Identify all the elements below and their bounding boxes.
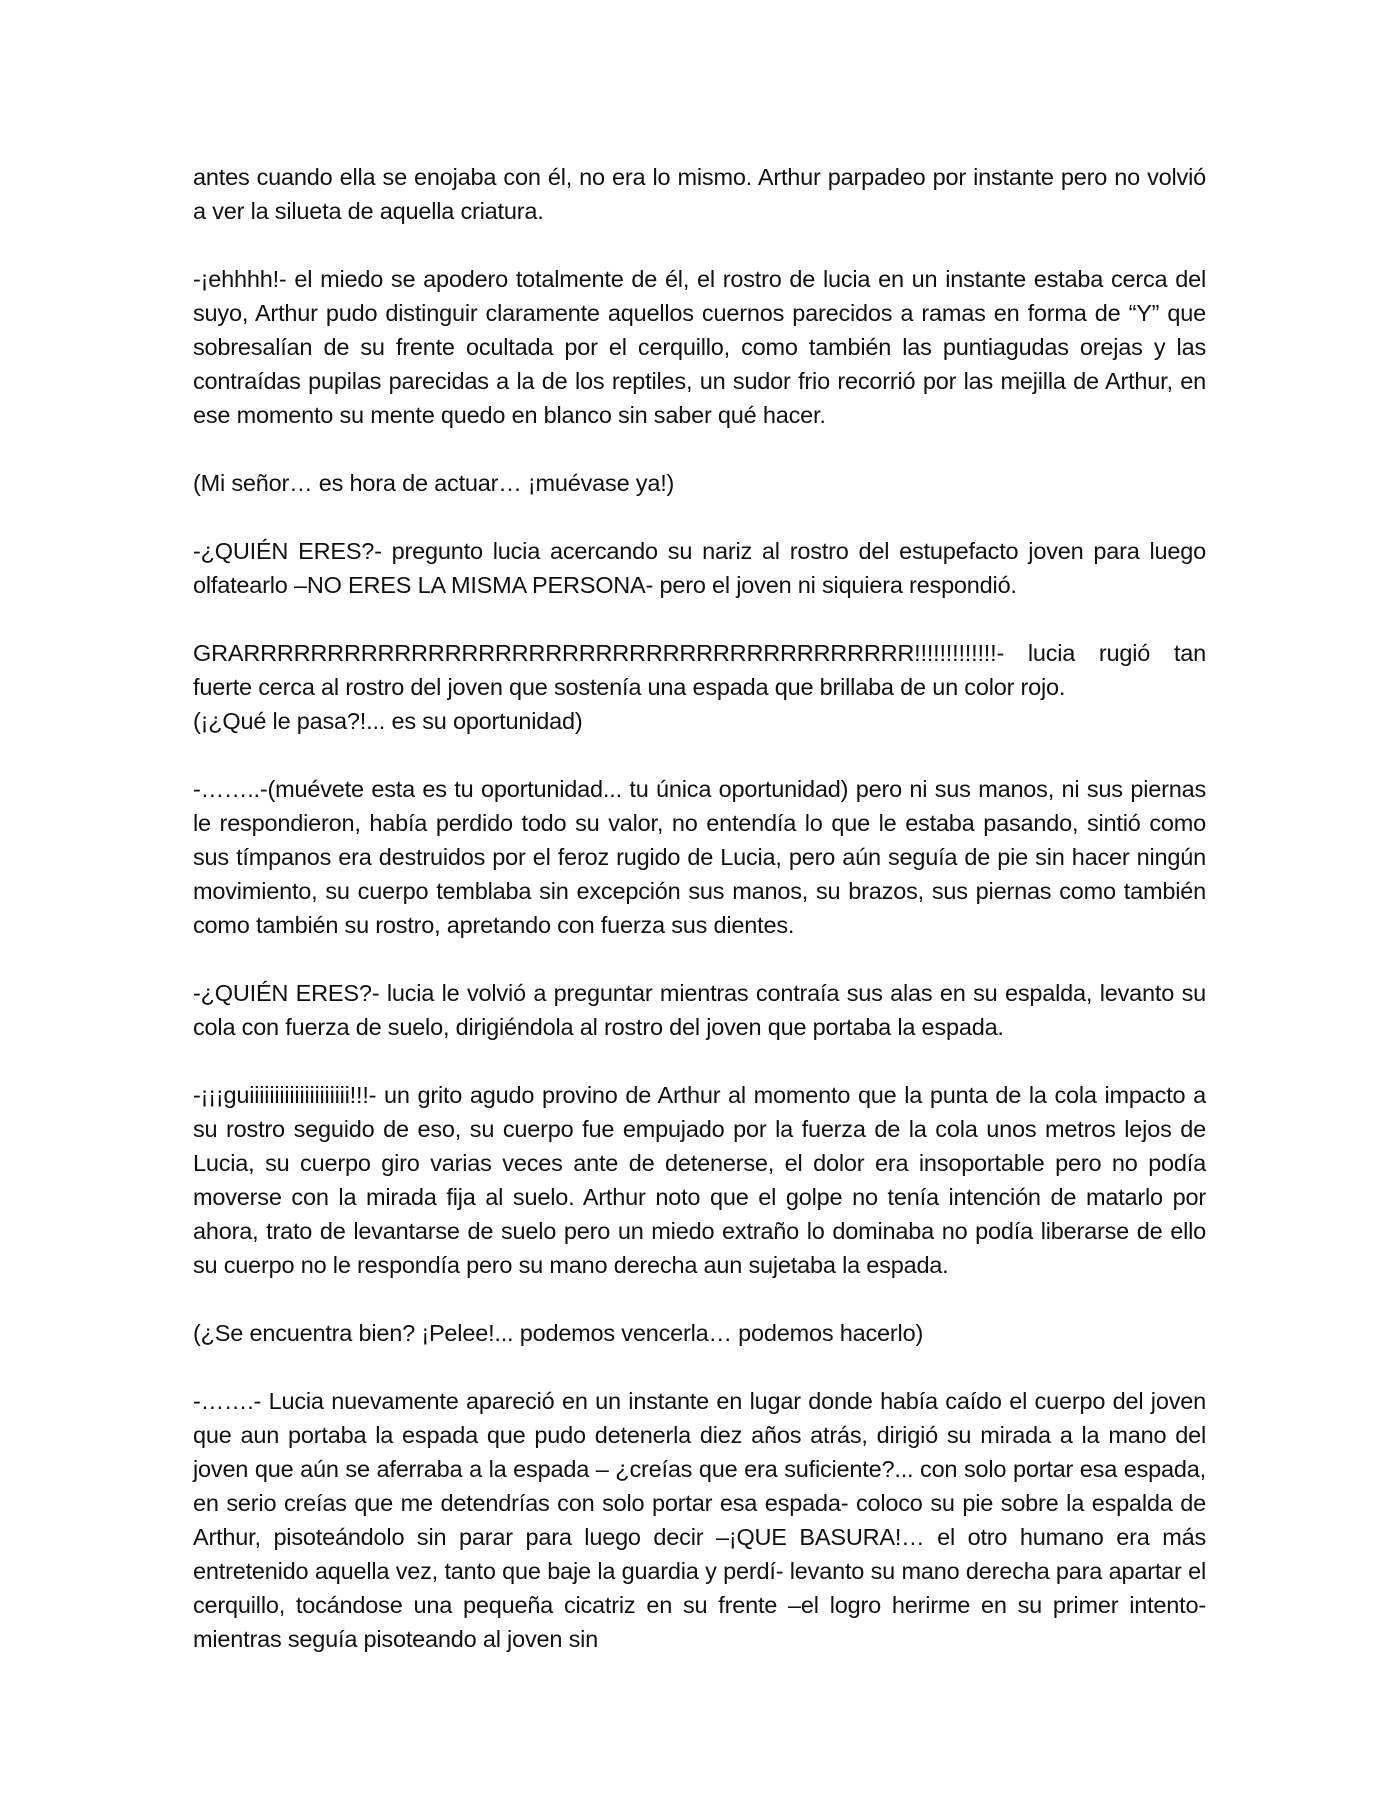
paragraph-11: -…….- Lucia nuevamente apareció en un instante en lugar donde había caído el cuerpo del joven que aun portaba la espada que pudo detenerla diez años atrás, dirigió su mirada a la mano del joven que aún se aferraba a la espada – ¿creías que era suficiente?... con solo portar esa espada, en serio creías que me detendrías con solo portar esa espada- coloco su pie sobre la espalda de Arthur, pisoteándolo sin parar para luego decir –¡QUE BASURA!… el otro humano era más entretenido aquella vez, tanto que baje la guardia y perdí- levanto su mano derecha para apartar el cerquillo, tocándose una pequeña cicatriz en su frente –el logro herirme en su primer intento- mientras seguía pisoteando al joven sin	[193, 1388, 1206, 1652]
paragraph-5: GRARRRRRRRRRRRRRRRRRRRRRRRRRRRRRRRRRRRRRRRR!!!!!!!!!!!!!- lucia rugió tan fuerte cerca al rostro del joven que sostenía una espada que brillaba de un color rojo.	[193, 640, 1206, 700]
body-text	[193, 160, 1206, 1656]
paragraph-7: -……..-(muévete esta es tu oportunidad... tu única oportunidad) pero ni sus manos, ni sus piernas le respondieron, había perdido todo su valor, no entendía lo que le estaba pasando, sintió como sus tímpanos era destruidos por el feroz rugido de Lucia, pero aún seguía de pie sin hacer ningún movimiento, su cuerpo temblaba sin excepción sus manos, su brazos, sus piernas como también como también su rostro, apretando con fuerza sus dientes.	[193, 776, 1206, 938]
paragraph-2: -¡ehhhh!- el miedo se apodero totalmente de él, el rostro de lucia en un instante estaba cerca del suyo, Arthur pudo distinguir claramente aquellos cuernos parecidos a ramas en forma de “Y” que sobresalían de su frente ocultada por el cerquillo, como también las puntiagudas orejas y las contraídas pupilas parecidas a la de los reptiles, un sudor frio recorrió por las mejilla de Arthur, en ese momento su mente quedo en blanco sin saber qué hacer.	[193, 266, 1206, 428]
paragraph-6: (¡¿Qué le pasa?!... es su oportunidad)	[193, 708, 583, 734]
paragraph-1: antes cuando ella se enojaba con él, no era lo mismo. Arthur parpadeo por instante pero no volvió a ver la silueta de aquella criatura.	[193, 164, 1206, 224]
paragraph-4: -¿QUIÉN ERES?- pregunto lucia acercando su nariz al rostro del estupefacto joven para luego olfatearlo –NO ERES LA MISMA PERSONA- pero el joven ni siquiera respondió.	[193, 538, 1206, 598]
paragraph-10: (¿Se encuentra bien? ¡Pelee!... podemos vencerla… podemos hacerlo)	[193, 1320, 924, 1346]
paragraph-3: (Mi señor… es hora de actuar… ¡muévase ya!)	[193, 470, 675, 496]
paragraph-8: -¿QUIÉN ERES?- lucia le volvió a preguntar mientras contraía sus alas en su espalda, levanto su cola con fuerza de suelo, dirigiéndola al rostro del joven que portaba la espada.	[193, 980, 1206, 1040]
paragraph-9: -¡¡¡guiiiiiiiiiiiiiiiiiiii!!!- un grito agudo provino de Arthur al momento que la punta de la cola impacto a su rostro seguido de eso, su cuerpo fue empujado por la fuerza de la cola unos metros lejos de Lucia, su cuerpo giro varias veces ante de detenerse, el dolor era insoportable pero no podía moverse con la mirada fija al suelo. Arthur noto que el golpe no tenía intención de matarlo por ahora, trato de levantarse de suelo pero un miedo extraño lo dominaba no podía liberarse de ello su cuerpo no le respondía pero su mano derecha aun sujetaba la espada.	[193, 1082, 1206, 1278]
